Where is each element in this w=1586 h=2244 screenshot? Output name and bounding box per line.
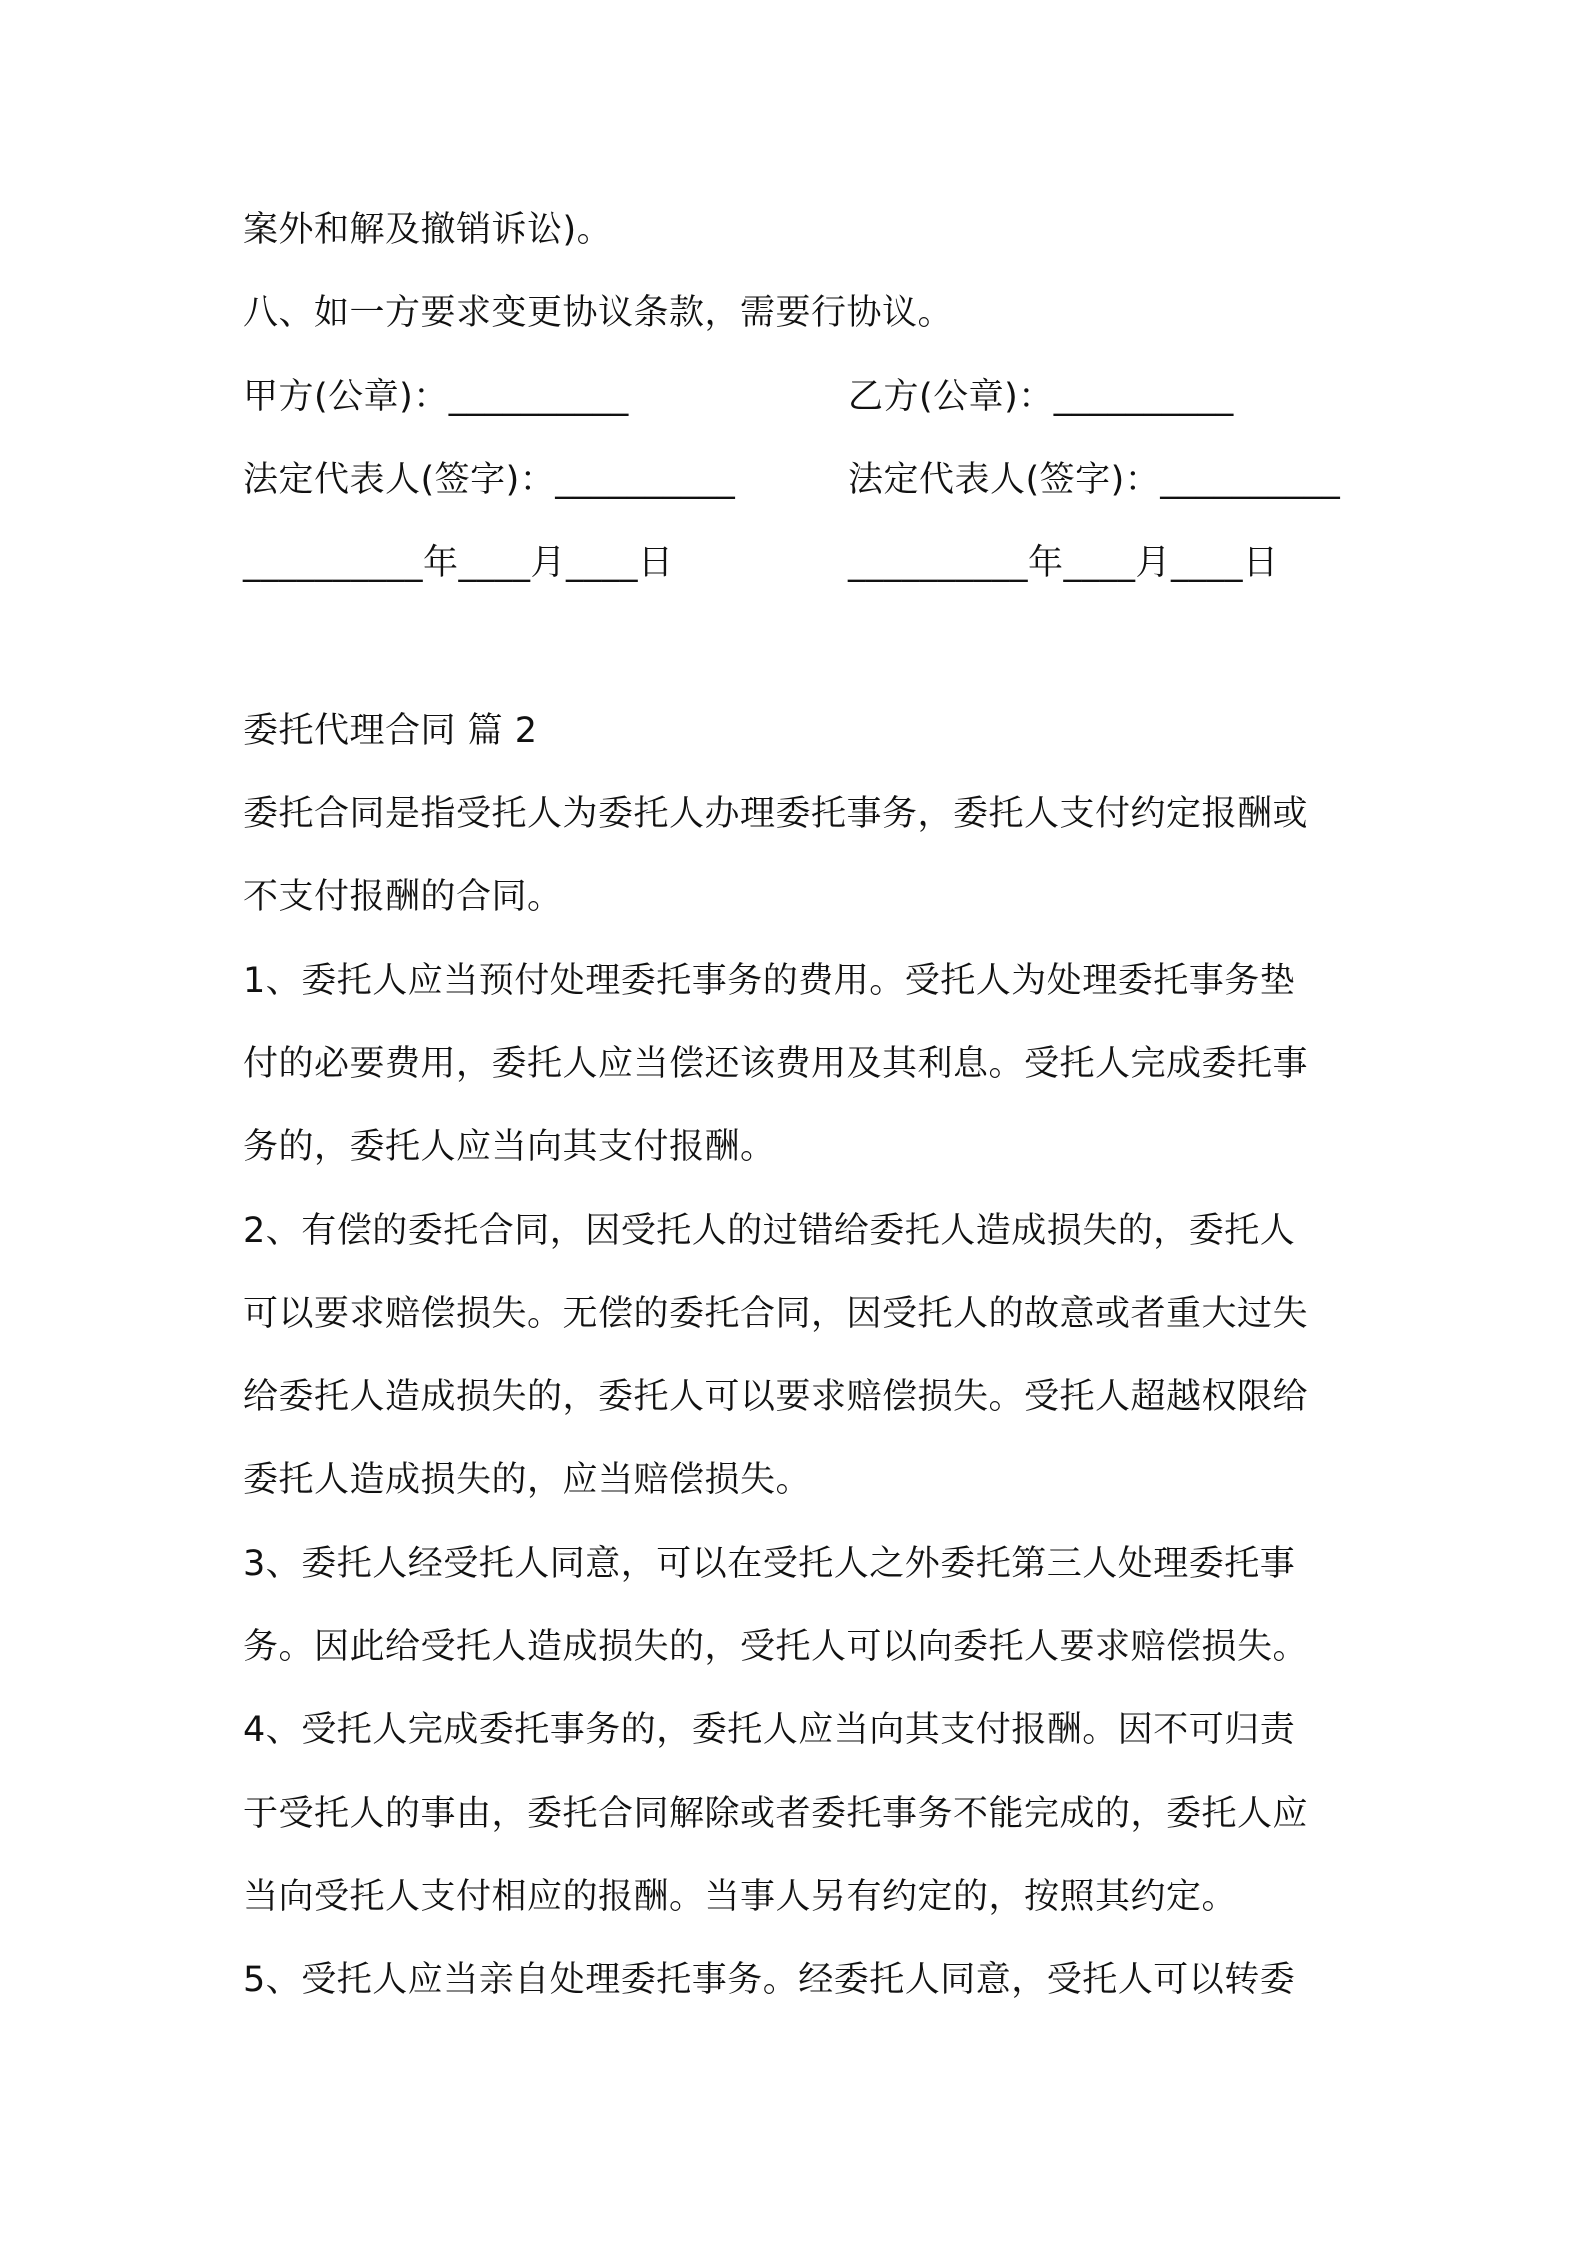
body-line: 4、受托人完成委托事务的，委托人应当向其支付报酬。因不可归责 <box>243 1710 1296 1750</box>
body-line: 1、委托人应当预付处理委托事务的费用。受托人为处理委托事务垫 <box>243 961 1296 1001</box>
body-line: 于受托人的事由，委托合同解除或者委托事务不能完成的，委托人应 <box>243 1794 1309 1834</box>
party-b-representative-field: 法定代表人(签字)：__________ <box>848 460 1341 500</box>
section-heading: 委托代理合同 篇 2 <box>243 711 538 751</box>
party-a-representative-field: 法定代表人(签字)：__________ <box>243 460 736 500</box>
paragraph-line: 案外和解及撤销诉讼)。 <box>243 210 613 250</box>
body-line: 务的，委托人应当向其支付报酬。 <box>243 1127 776 1167</box>
party-b-date-field: __________年____月____日 <box>848 543 1279 583</box>
body-line: 务。因此给受托人造成损失的，受托人可以向委托人要求赔偿损失。 <box>243 1627 1309 1667</box>
body-line: 给委托人造成损失的，委托人可以要求赔偿损失。受托人超越权限给 <box>243 1377 1309 1417</box>
body-line: 2、有偿的委托合同，因受托人的过错给委托人造成损失的，委托人 <box>243 1211 1296 1251</box>
body-line: 5、受托人应当亲自处理委托事务。经委托人同意，受托人可以转委 <box>243 1960 1296 2000</box>
body-line: 不支付报酬的合同。 <box>243 877 563 917</box>
body-line: 付的必要费用，委托人应当偿还该费用及其利息。受托人完成委托事 <box>243 1044 1309 1084</box>
clause-eight-line: 八、如一方要求变更协议条款，需要行协议。 <box>243 293 954 333</box>
party-a-seal-field: 甲方(公章)：__________ <box>243 377 629 417</box>
body-line: 3、委托人经受托人同意，可以在受托人之外委托第三人处理委托事 <box>243 1544 1296 1584</box>
party-a-date-field: __________年____月____日 <box>243 543 674 583</box>
party-b-seal-field: 乙方(公章)：__________ <box>848 377 1234 417</box>
body-line: 委托人造成损失的，应当赔偿损失。 <box>243 1460 812 1500</box>
body-line: 当向受托人支付相应的报酬。当事人另有约定的，按照其约定。 <box>243 1877 1238 1917</box>
body-line: 委托合同是指受托人为委托人办理委托事务，委托人支付约定报酬或 <box>243 794 1309 834</box>
body-line: 可以要求赔偿损失。无偿的委托合同，因受托人的故意或者重大过失 <box>243 1294 1309 1334</box>
